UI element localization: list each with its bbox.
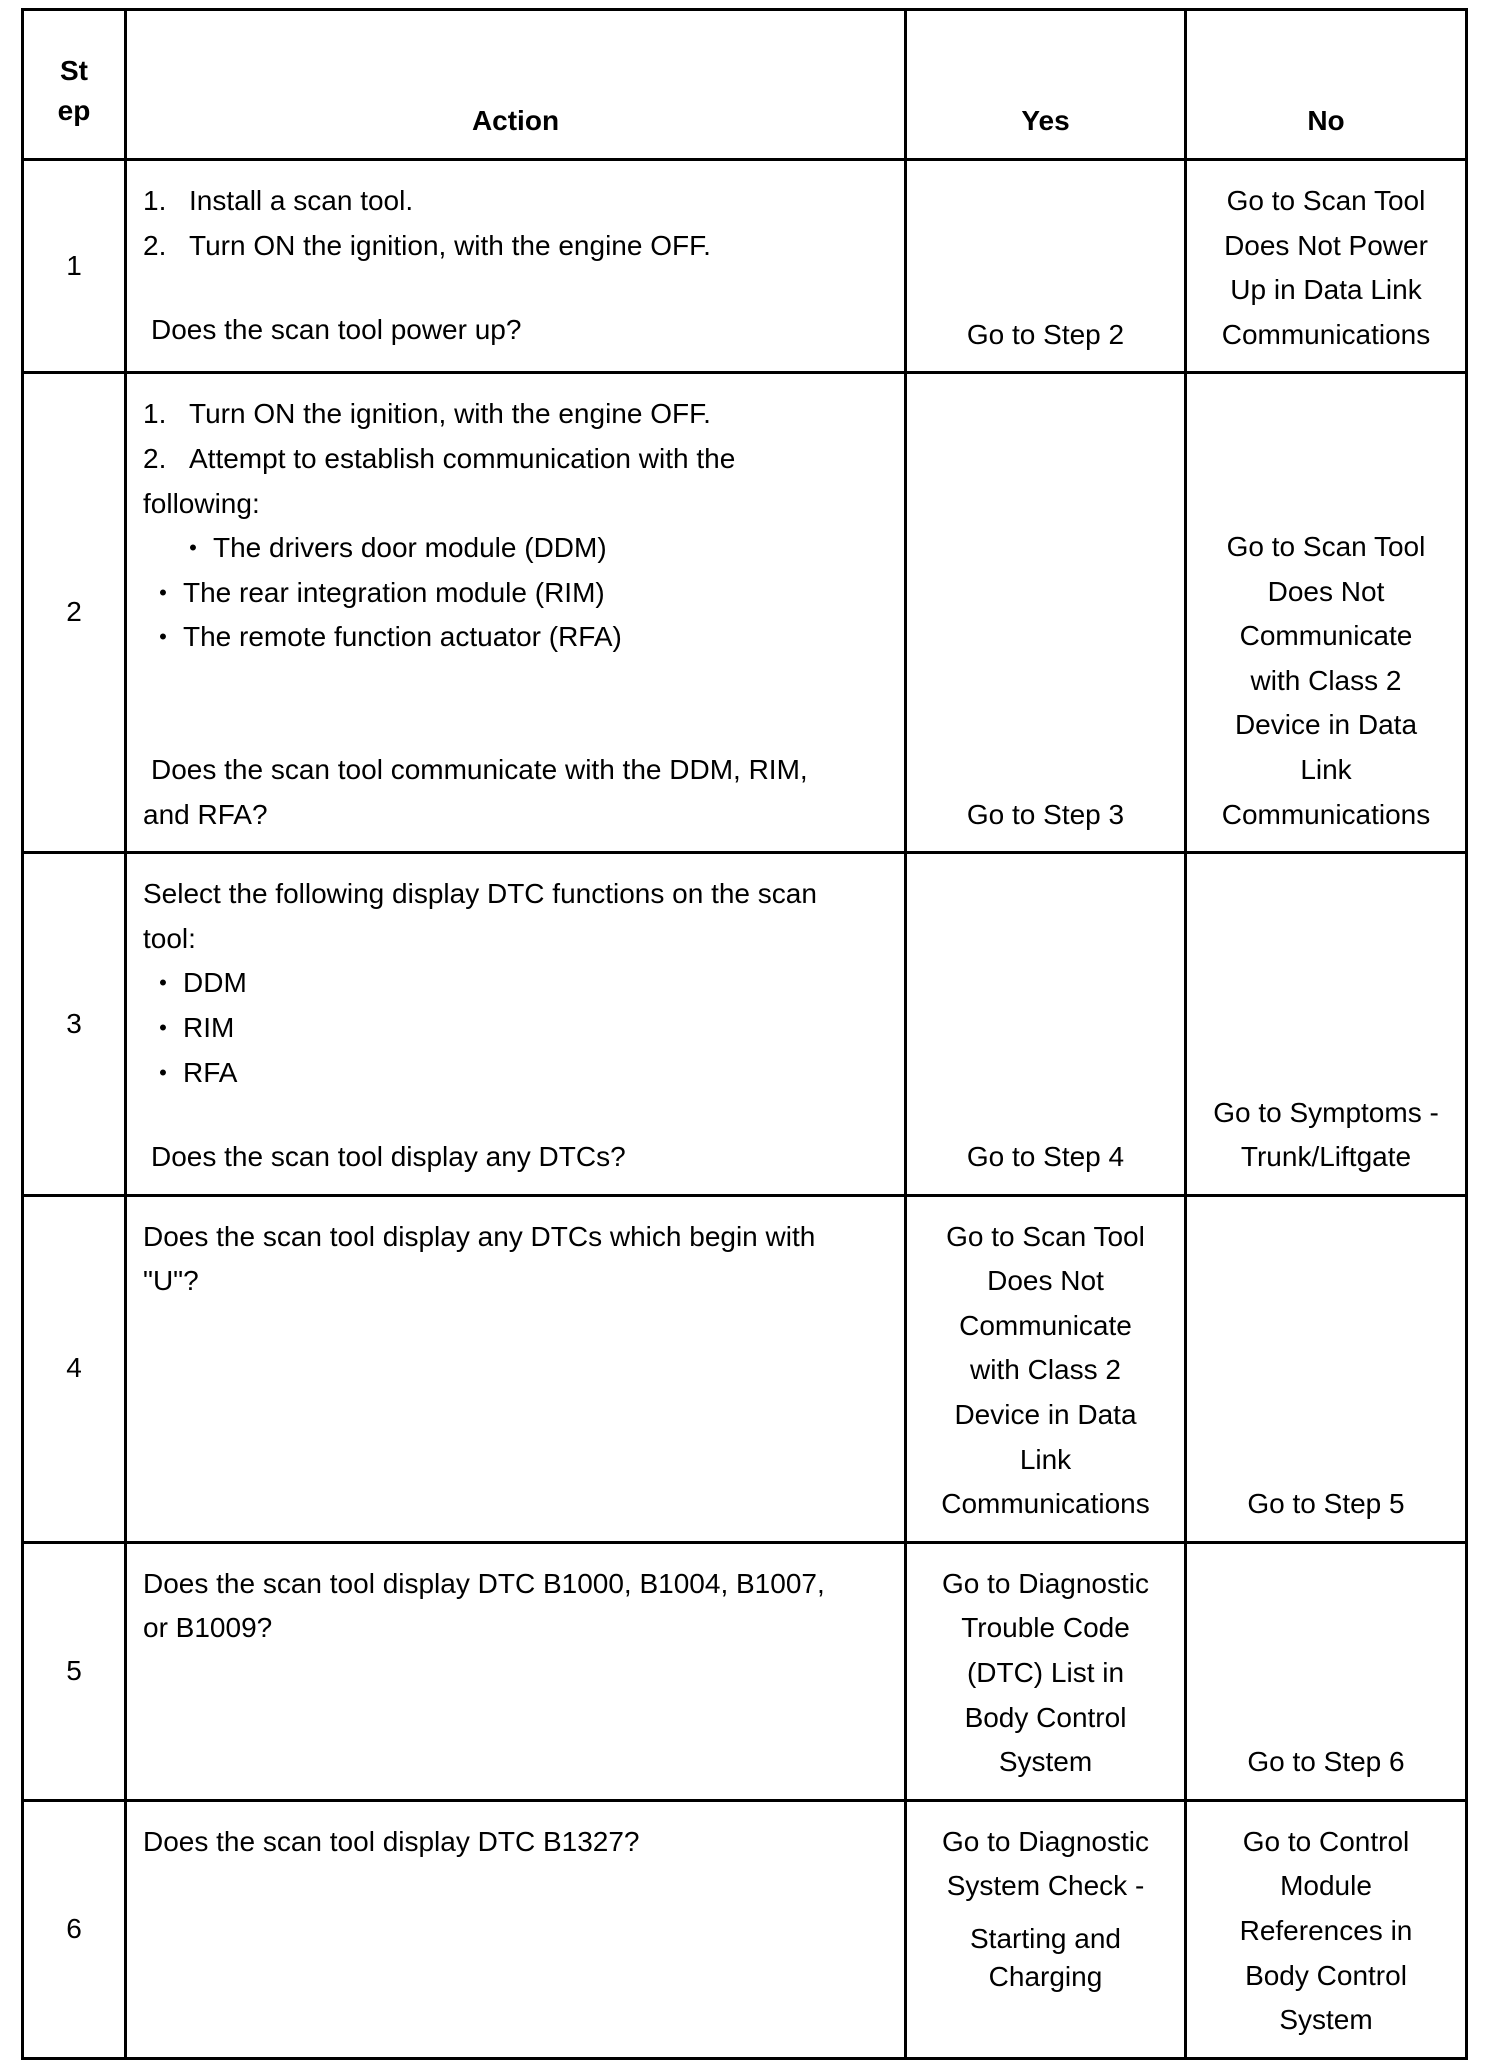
no-link[interactable] bbox=[1197, 525, 1455, 837]
no-line: Go to Scan Tool bbox=[1226, 530, 1426, 562]
table-row bbox=[23, 1542, 1467, 1800]
bullet-item bbox=[143, 615, 890, 660]
bullet-text: RFA bbox=[183, 1056, 238, 1088]
no-line: Trunk/Liftgate bbox=[1240, 1141, 1412, 1173]
no-cell bbox=[1186, 1800, 1467, 2058]
table-row bbox=[23, 1800, 1467, 2058]
question-text: and RFA? bbox=[143, 798, 268, 830]
no-cell bbox=[1186, 373, 1467, 853]
no-line: Up in Data Link bbox=[1230, 274, 1422, 306]
no-link[interactable] bbox=[1197, 1820, 1455, 2043]
no-line: References in bbox=[1239, 1915, 1413, 1946]
step-number: 1 bbox=[23, 160, 126, 373]
numbered-item-text: Turn ON the ignition, with the engine OFF. bbox=[189, 229, 711, 261]
header-yes bbox=[906, 10, 1186, 160]
action-cell bbox=[126, 1800, 906, 2058]
numbered-item: 1. Install a scan tool. bbox=[143, 179, 890, 224]
step-number: 4 bbox=[23, 1195, 126, 1542]
no-line: Body Control bbox=[1245, 1959, 1407, 1991]
header-no-label: No bbox=[1307, 105, 1345, 137]
bullet-item bbox=[143, 1006, 890, 1051]
bullet-icon: • bbox=[159, 970, 167, 996]
numbered-item-text: Attempt to establish communication with the bbox=[189, 442, 736, 474]
no-link[interactable] bbox=[1197, 1091, 1455, 1180]
action-cell bbox=[126, 853, 906, 1196]
table-row bbox=[23, 373, 1467, 853]
no-line: Communications bbox=[1221, 318, 1431, 350]
no-link[interactable] bbox=[1197, 179, 1455, 357]
yes-link[interactable]: Go to Step 3 bbox=[966, 798, 1125, 830]
header-step bbox=[23, 10, 126, 160]
bullet-item bbox=[143, 1051, 890, 1096]
no-line: Communications bbox=[1221, 798, 1431, 830]
bullet-icon: • bbox=[159, 579, 167, 605]
table-row bbox=[23, 160, 1467, 373]
yes-link[interactable]: Go to Step 2 bbox=[966, 318, 1125, 350]
question-text: Does the scan tool display any DTCs which begin with bbox=[143, 1220, 816, 1252]
no-cell bbox=[1186, 1195, 1467, 1542]
bullet-text: DDM bbox=[183, 967, 247, 999]
yes-line: Go to Diagnostic bbox=[942, 1825, 1149, 1857]
bullet-item bbox=[143, 961, 890, 1006]
action-cell bbox=[126, 1542, 906, 1800]
yes-link[interactable]: Go to Step 4 bbox=[966, 1141, 1125, 1173]
yes-cell bbox=[906, 373, 1186, 853]
bullet-text: The rear integration module (RIM) bbox=[183, 576, 605, 608]
numbered-item-text: Install a scan tool. bbox=[189, 185, 414, 216]
yes-line: Trouble Code bbox=[961, 1612, 1130, 1644]
question-text: or B1009? bbox=[143, 1612, 273, 1644]
step-number: 6 bbox=[23, 1800, 126, 2058]
question-text: Does the scan tool display DTC B1327? bbox=[143, 1825, 640, 1857]
header-yes-label: Yes bbox=[1021, 105, 1070, 137]
bullet-icon: • bbox=[159, 1059, 167, 1085]
bullet-text: The drivers door module (DDM) bbox=[213, 532, 607, 564]
diagnostic-table bbox=[21, 8, 1468, 2060]
yes-line: Body Control bbox=[964, 1701, 1127, 1733]
question-text: Does the scan tool communicate with the DDM, RIM, bbox=[151, 753, 808, 785]
no-cell bbox=[1186, 853, 1467, 1196]
bullet-icon: • bbox=[159, 624, 167, 650]
bullet-icon: • bbox=[189, 535, 197, 561]
yes-line: System bbox=[998, 1746, 1093, 1778]
yes-link[interactable] bbox=[917, 1820, 1174, 1992]
bullet-text: The remote function actuator (RFA) bbox=[183, 621, 622, 653]
header-step-line1: St bbox=[60, 54, 88, 86]
bullet-item bbox=[143, 526, 890, 571]
yes-line: (DTC) List in bbox=[966, 1657, 1125, 1689]
step-number: 3 bbox=[23, 853, 126, 1196]
no-line: Link bbox=[1300, 753, 1352, 785]
no-link[interactable]: Go to Step 6 bbox=[1247, 1746, 1405, 1778]
yes-line: Go to Diagnostic bbox=[942, 1567, 1149, 1599]
yes-line: with Class 2 bbox=[970, 1354, 1121, 1386]
numbered-item: 2. Attempt to establish communication with the bbox=[143, 437, 890, 482]
header-action bbox=[126, 10, 906, 160]
bullet-text: RIM bbox=[183, 1011, 235, 1043]
table-row bbox=[23, 853, 1467, 1196]
no-line: Go to Control bbox=[1242, 1825, 1410, 1857]
step-number: 5 bbox=[23, 1542, 126, 1800]
numbered-item: 1. Turn ON the ignition, with the engine OFF. bbox=[143, 392, 890, 437]
no-line: Does Not bbox=[1267, 575, 1385, 607]
yes-line: Go to Scan Tool bbox=[946, 1220, 1145, 1252]
yes-line: Charging bbox=[988, 1960, 1103, 1992]
yes-line: Communicate bbox=[959, 1309, 1132, 1341]
no-line: System bbox=[1279, 2004, 1373, 2036]
yes-line: Does Not bbox=[987, 1265, 1104, 1297]
continuation-text: following: bbox=[143, 487, 260, 519]
action-cell bbox=[126, 1195, 906, 1542]
no-line: with Class 2 bbox=[1250, 664, 1402, 696]
yes-link[interactable] bbox=[917, 1562, 1174, 1785]
numbered-item-text: Turn ON the ignition, with the engine OFF. bbox=[189, 398, 711, 430]
yes-line: Communications bbox=[941, 1488, 1150, 1520]
no-link[interactable]: Go to Step 5 bbox=[1247, 1488, 1405, 1520]
yes-line: Link bbox=[1019, 1443, 1072, 1475]
header-no bbox=[1186, 10, 1467, 160]
question-text: Does the scan tool display DTC B1000, B1004, B1007, bbox=[143, 1567, 825, 1599]
no-line: Communicate bbox=[1239, 620, 1413, 652]
action-cell bbox=[126, 160, 906, 373]
yes-cell bbox=[906, 853, 1186, 1196]
yes-cell bbox=[906, 160, 1186, 373]
no-line: Module bbox=[1280, 1870, 1372, 1902]
yes-cell bbox=[906, 1542, 1186, 1800]
header-step-line2: ep bbox=[57, 94, 91, 126]
no-line: Does Not Power bbox=[1224, 229, 1428, 261]
no-line: Go to Scan Tool bbox=[1226, 185, 1426, 216]
question-text: "U"? bbox=[143, 1265, 199, 1297]
yes-line: Starting and bbox=[970, 1923, 1121, 1954]
header-row bbox=[23, 10, 1467, 160]
numbered-item: 2. Turn ON the ignition, with the engine OFF. bbox=[143, 224, 890, 269]
yes-link[interactable] bbox=[917, 1215, 1174, 1527]
bullet-icon: • bbox=[159, 1014, 167, 1040]
no-cell bbox=[1186, 160, 1467, 373]
table-row bbox=[23, 1195, 1467, 1542]
header-action-label: Action bbox=[471, 105, 560, 137]
no-cell bbox=[1186, 1542, 1467, 1800]
bullet-item bbox=[143, 571, 890, 616]
yes-cell bbox=[906, 1800, 1186, 2058]
no-line: Device in Data bbox=[1234, 709, 1418, 741]
action-cell bbox=[126, 373, 906, 853]
yes-line: System Check - bbox=[946, 1870, 1145, 1902]
question-text: Does the scan tool power up? bbox=[151, 314, 522, 346]
intro-text: Select the following display DTC functions on the scan bbox=[143, 878, 817, 910]
yes-line: Device in Data bbox=[954, 1399, 1137, 1431]
no-line: Go to Symptoms - bbox=[1213, 1096, 1439, 1128]
intro-text: tool: bbox=[143, 922, 196, 954]
step-number: 2 bbox=[23, 373, 126, 853]
question-text: Does the scan tool display any DTCs? bbox=[151, 1141, 626, 1173]
yes-cell bbox=[906, 1195, 1186, 1542]
